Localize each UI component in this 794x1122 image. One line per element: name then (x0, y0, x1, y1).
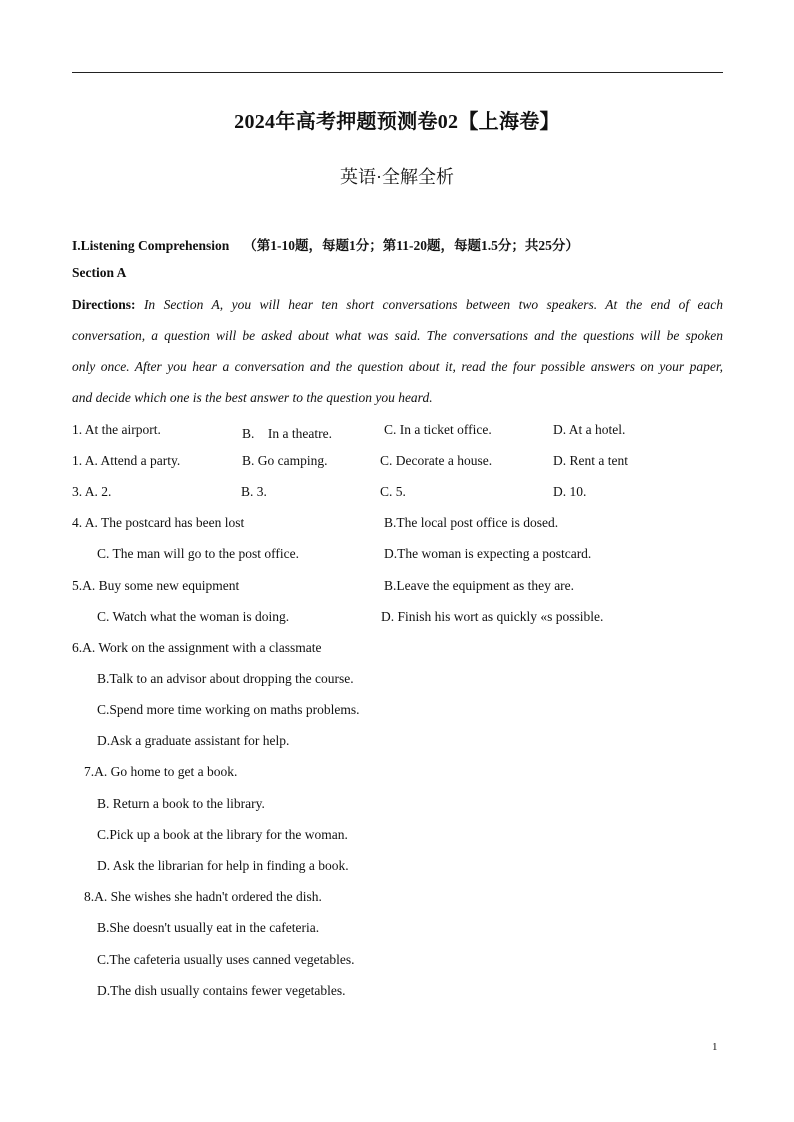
question-row (0, 546, 794, 577)
option-b: B. Return a book to the library. (97, 796, 265, 811)
question-stem: 5.A. Buy some new equipment (72, 578, 240, 593)
option-d: D. 10. (553, 484, 587, 499)
page-number: 1 (712, 1041, 718, 1053)
option-b: B. 3. (241, 484, 267, 499)
directions-block (72, 289, 723, 413)
question-stem: 4. A. The postcard has been lost (72, 515, 245, 530)
directions-line: conversation, a question will be asked about what was said. The conversations and the questions will be spoken (72, 328, 723, 343)
option-d: D. At a hotel. (553, 422, 626, 437)
option-b: B.Leave the equipment as they are. (384, 578, 575, 593)
option-d: D.The woman is expecting a postcard. (384, 546, 592, 561)
option-c: C. 5. (380, 484, 406, 499)
option-c: C. In a ticket office. (384, 422, 492, 437)
question-row (0, 453, 794, 484)
question-stem: 8.A. She wishes she hadn't ordered the dish. (84, 889, 322, 904)
option-d: D. Finish his wort as quickly «s possible. (381, 609, 604, 624)
question-stem: 3. A. 2. (72, 484, 112, 499)
option-b: B.Talk to an advisor about dropping the course. (97, 671, 354, 686)
option-c: C. The man will go to the post office. (97, 546, 299, 561)
question-stem: 1. At the airport. (72, 422, 161, 437)
directions-line: only once. After you hear a conversation and the question about it, read the four possible answers on your paper, (72, 359, 723, 374)
part-heading: I.Listening Comprehension (72, 238, 230, 253)
option-b: B. In a theatre. (242, 426, 332, 441)
option-b: B. Go camping. (242, 453, 328, 468)
part-heading-line (72, 234, 579, 254)
question-row (0, 484, 794, 515)
directions-line: and decide which one is the best answer to the question you heard. (72, 390, 433, 405)
option-b: B.She doesn't usually eat in the cafeteria. (97, 920, 320, 935)
option-d: D.The dish usually contains fewer vegetables. (97, 983, 346, 998)
page-subtitle: 英语·全解全析 (340, 167, 454, 187)
directions-label: Directions: (72, 297, 136, 312)
question-row (0, 609, 794, 640)
option-b: B.The local post office is dosed. (384, 515, 559, 530)
question-stem: 6.A. Work on the assignment with a classmate (72, 640, 322, 655)
option-c: C. Decorate a house. (380, 453, 493, 468)
question-stem: 1. A. Attend a party. (72, 453, 181, 468)
option-d: D. Rent a tent (553, 453, 628, 468)
part-scoring: （第1-10题，每题1分；第11-20题，每题1.5分；共25分） (243, 238, 579, 253)
option-d: D.Ask a graduate assistant for help. (97, 733, 290, 748)
page-title: 2024年高考押题预测卷02【上海卷】 (234, 111, 560, 133)
option-c: C. Watch what the woman is doing. (97, 609, 290, 624)
option-c: C.The cafeteria usually uses canned vegetables. (97, 952, 355, 967)
header-rule (72, 72, 723, 73)
question-row (0, 422, 794, 453)
option-d: D. Ask the librarian for help in finding a book. (97, 858, 349, 873)
option-c: C.Spend more time working on maths problems. (97, 702, 360, 717)
option-c: C.Pick up a book at the library for the woman. (97, 827, 348, 842)
section-heading: Section A (72, 265, 127, 280)
question-stem: 7.A. Go home to get a book. (84, 764, 238, 779)
directions-line: Directions: In Section A, you will hear ten short conversations between two speakers. At the end of each (72, 297, 723, 312)
question-row (0, 578, 794, 609)
question-row (0, 515, 794, 546)
